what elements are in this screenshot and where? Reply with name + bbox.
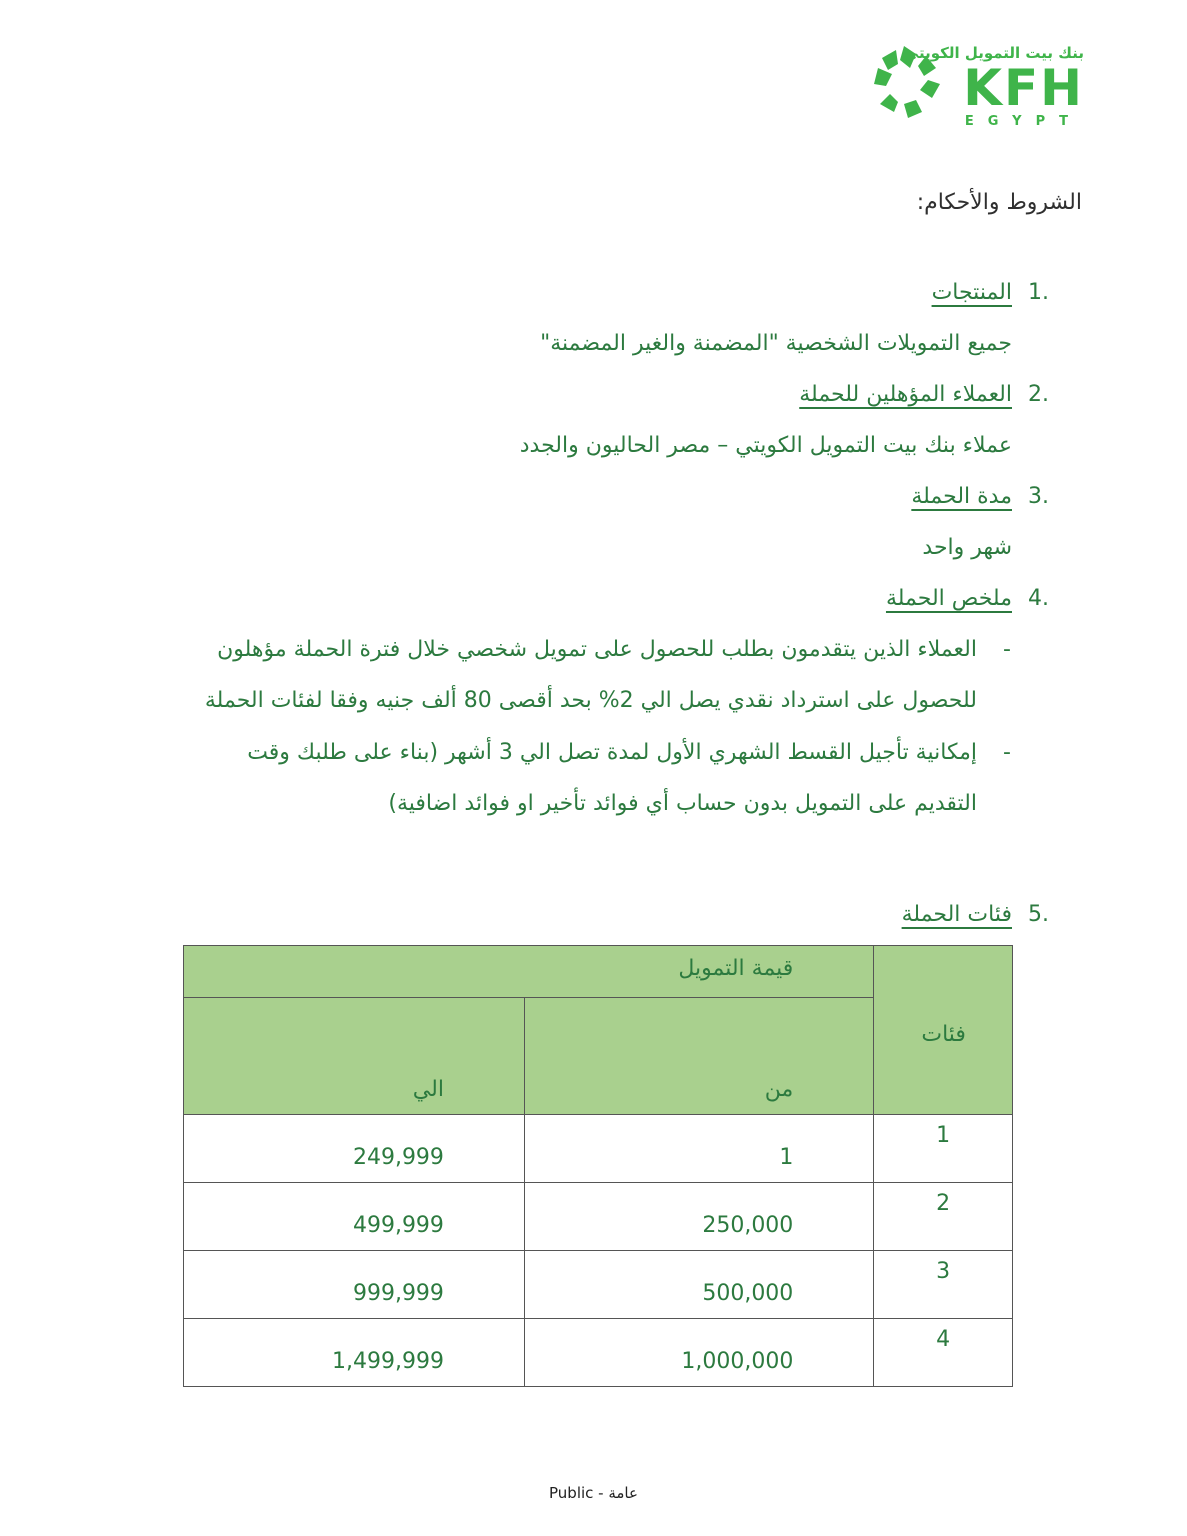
tier-number: 2: [874, 1183, 1013, 1251]
tier-number: 4: [874, 1319, 1013, 1387]
bullet-dash: -: [1003, 740, 1011, 765]
section-4-title: ملخص الحملة: [885, 586, 1012, 611]
header-from: من: [524, 998, 873, 1115]
tier-from: 500,000: [524, 1251, 873, 1319]
section-5-number: 5.: [1028, 902, 1049, 927]
tier-number: 3: [874, 1251, 1013, 1319]
header-to: الي: [184, 998, 525, 1115]
page-title: الشروط والأحكام:: [916, 190, 1082, 215]
tier-to: 999,999: [184, 1251, 525, 1319]
section-1-body: جميع التمويلات الشخصية "المضمنة والغير المضمنة": [540, 331, 1012, 356]
kfh-logo: [874, 44, 1084, 134]
section-5-title: فئات الحملة: [901, 902, 1012, 927]
bullet-1-line-1: العملاء الذين يتقدمون بطلب للحصول على تمويل شخصي خلال فترة الحملة مؤهلون: [217, 637, 977, 662]
logo-arabic-name: بنك بيت التمويل الكويتي: [903, 44, 1084, 62]
table-row: [184, 1183, 1013, 1251]
section-2-body: عملاء بنك بيت التمويل الكويتي – مصر الحاليون والجدد: [519, 433, 1012, 458]
section-3-body: شهر واحد: [922, 535, 1012, 560]
section-1-number: 1.: [1028, 280, 1049, 305]
section-4-number: 4.: [1028, 586, 1049, 611]
section-2-title: العملاء المؤهلين للحملة: [799, 382, 1012, 407]
tier-table: [183, 945, 1013, 1387]
table-row: [184, 1251, 1013, 1319]
section-3-number: 3.: [1028, 484, 1049, 509]
tier-to: 499,999: [184, 1183, 525, 1251]
bullet-dash: -: [1003, 637, 1011, 662]
bullet-2-line-2: التقديم على التمويل بدون حساب أي فوائد تأخير او فوائد اضافية): [388, 791, 977, 816]
tier-from: 250,000: [524, 1183, 873, 1251]
bullet-2-line-1: إمكانية تأجيل القسط الشهري الأول لمدة تصل الي 3 أشهر (بناء على طلبك وقت: [247, 740, 977, 765]
section-2-number: 2.: [1028, 382, 1049, 407]
header-category: فئات: [874, 946, 1013, 1115]
table-row: [184, 1319, 1013, 1387]
tier-from: 1,000,000: [524, 1319, 873, 1387]
logo-country: EGYPT: [964, 114, 1082, 129]
tier-number: 1: [874, 1115, 1013, 1183]
header-amount: قيمة التمويل: [184, 946, 874, 998]
section-1-title: المنتجات: [931, 280, 1012, 305]
logo-brand: KFH: [963, 59, 1084, 117]
table-row: [184, 1115, 1013, 1183]
tier-to: 249,999: [184, 1115, 525, 1183]
classification-footer: Public - عامة: [549, 1484, 638, 1502]
tier-to: 1,499,999: [184, 1319, 525, 1387]
tier-from: 1: [524, 1115, 873, 1183]
bullet-1-line-2: للحصول على استرداد نقدي يصل الي 2% بحد أقصى 80 ألف جنيه وفقا لفئات الحملة: [204, 688, 977, 713]
section-3-title: مدة الحملة: [911, 484, 1012, 509]
